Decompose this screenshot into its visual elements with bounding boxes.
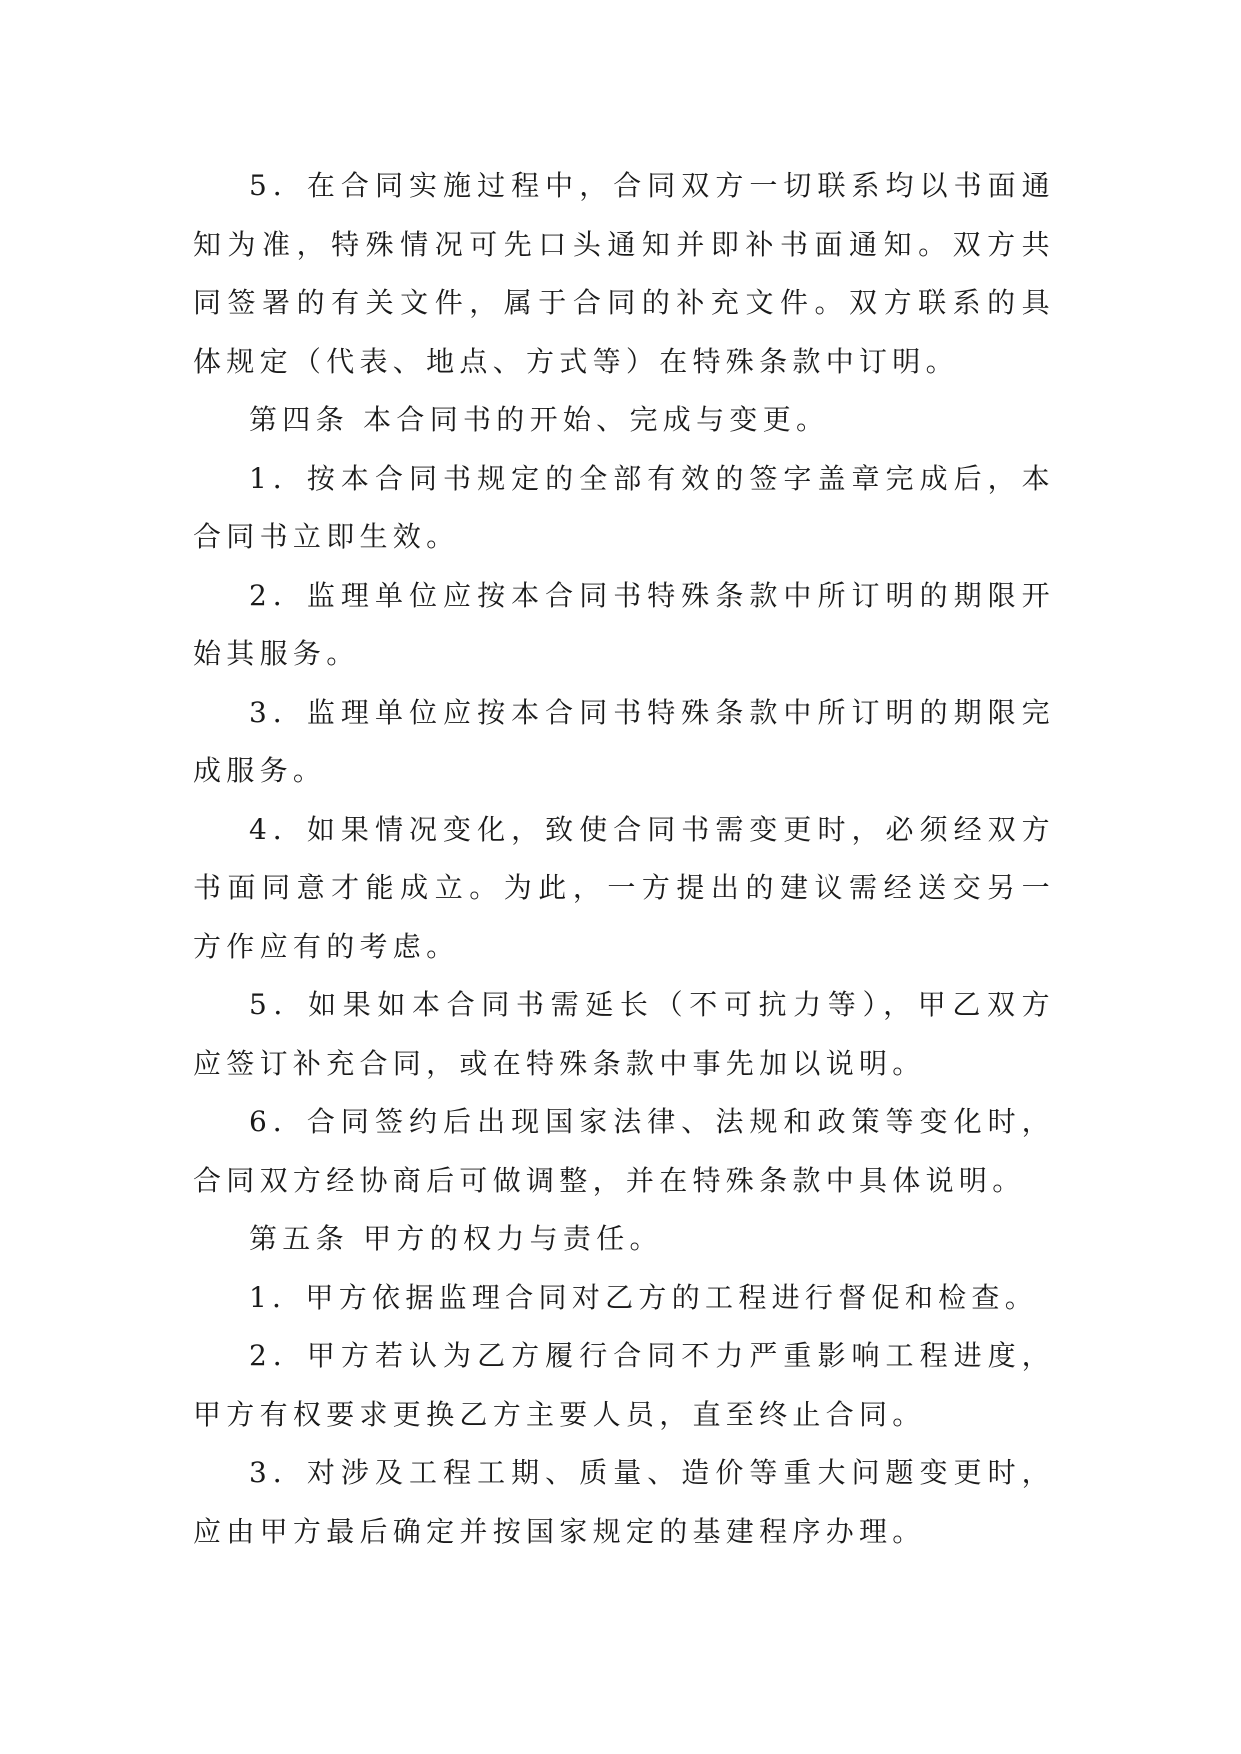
article-4-clause-4: 4．如果情况变化，致使合同书需变更时，必须经双方书面同意才能成立。为此，一方提出的建议需经送交另一方作应有的考虑。: [193, 812, 1055, 963]
article-4-clause-5: 5．如果如本合同书需延长（不可抗力等），甲乙双方应签订补充合同，或在特殊条款中事先加以说明。: [193, 988, 1055, 1080]
article-4-clause-3: 3．监理单位应按本合同书特殊条款中所订明的期限完成服务。: [193, 695, 1055, 787]
document-body: [193, 157, 1055, 1561]
article-4-clause-6: 6．合同签约后出现国家法律、法规和政策等变化时，合同双方经协商后可做调整，并在特殊条款中具体说明。: [193, 1105, 1055, 1197]
article-4-clause-2: 2．监理单位应按本合同书特殊条款中所订明的期限开始其服务。: [193, 578, 1055, 670]
paragraph-communication: 5．在合同实施过程中，合同双方一切联系均以书面通知为准，特殊情况可先口头通知并即补书面通知。双方共同签署的有关文件，属于合同的补充文件。双方联系的具体规定（代表、地点、方式等）在特殊条款中订明。: [193, 169, 1055, 378]
article-5-clause-2: 2．甲方若认为乙方履行合同不力严重影响工程进度，甲方有权要求更换乙方主要人员，直至终止合同。: [193, 1339, 1055, 1431]
article-4-clause-1: 1．按本合同书规定的全部有效的签字盖章完成后，本合同书立即生效。: [193, 461, 1055, 553]
article-5-clause-3: 3．对涉及工程工期、质量、造价等重大问题变更时，应由甲方最后确定并按国家规定的基建程序办理。: [193, 1456, 1055, 1548]
article-5-clause-1: 1．甲方依据监理合同对乙方的工程进行督促和检查。: [249, 1280, 1039, 1314]
article-4-heading: 第四条 本合同书的开始、完成与变更。: [249, 403, 830, 436]
article-5-heading: 第五条 甲方的权力与责任。: [249, 1222, 663, 1255]
